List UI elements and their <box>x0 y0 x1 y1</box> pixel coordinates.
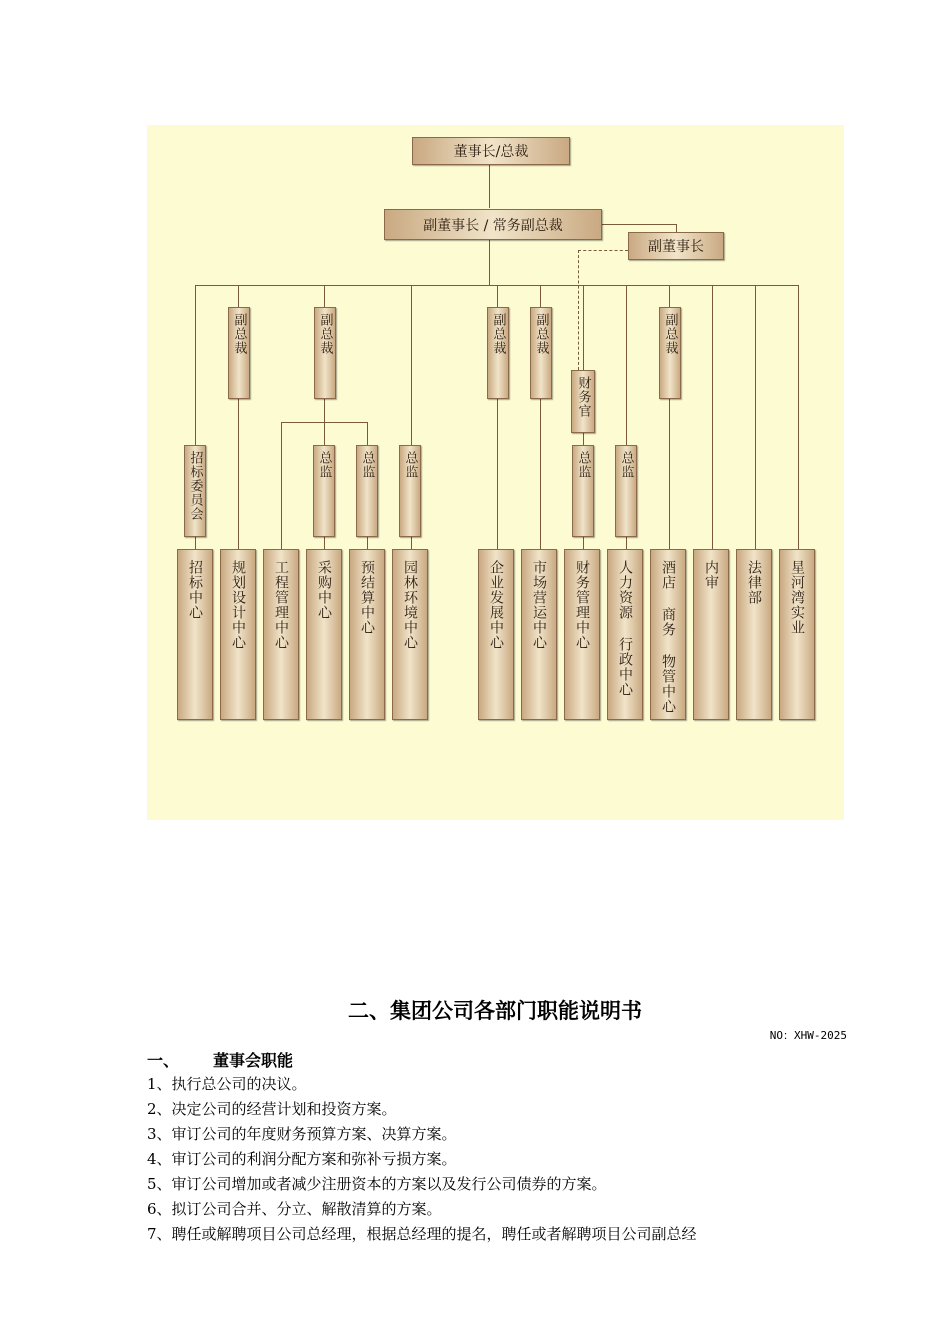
list-item: 4、审订公司的利润分配方案和弥补亏损方案。 <box>147 1150 457 1168</box>
connector-line <box>602 224 677 225</box>
list-item: 6、拟订公司合并、分立、解散清算的方案。 <box>147 1200 442 1218</box>
org-box-director: 总监 <box>572 445 594 537</box>
org-box-finance-officer: 财务官 <box>571 370 595 433</box>
dept-box: 园林环境中心 <box>392 549 428 720</box>
org-box-bidding-committee: 招标委员会 <box>184 445 206 537</box>
dept-box: 法律部 <box>736 549 772 720</box>
list-item: 1、执行总公司的决议。 <box>147 1075 307 1093</box>
org-box-vice-president: 副总裁 <box>487 307 509 399</box>
dashed-connector <box>578 250 579 370</box>
list-item: 3、审订公司的年度财务预算方案、决算方案。 <box>147 1125 457 1143</box>
org-box-director: 总监 <box>615 445 637 537</box>
dept-box: 市场营运中心 <box>521 549 557 720</box>
org-box-director: 总监 <box>399 445 421 537</box>
dept-box: 采购中心 <box>306 549 342 720</box>
org-box-vice-president: 副总裁 <box>659 307 681 399</box>
org-chart <box>147 125 844 820</box>
org-box-vice-chairman-executive: 副董事长 / 常务副总裁 <box>384 209 602 240</box>
list-item: 2、决定公司的经营计划和投资方案。 <box>147 1100 397 1118</box>
connector-line <box>489 164 490 208</box>
list-item: 5、审订公司增加或者减少注册资本的方案以及发行公司债券的方案。 <box>147 1175 607 1193</box>
org-box-director: 总监 <box>356 445 378 537</box>
section-number: 一、 <box>147 1051 180 1070</box>
org-box-vice-president: 副总裁 <box>530 307 552 399</box>
dashed-connector <box>578 250 628 251</box>
org-box-director: 总监 <box>313 445 335 537</box>
dept-box: 人力资源 行政中心 <box>607 549 643 720</box>
connector-line <box>489 240 490 285</box>
dept-box: 企业发展中心 <box>478 549 514 720</box>
dept-box: 内审 <box>693 549 729 720</box>
list-item: 7、聘任或解聘项目公司总经理，根据总经理的提名，聘任或者解聘项目公司副总经 <box>147 1225 697 1243</box>
org-box-vice-president: 副总裁 <box>228 307 250 399</box>
org-box-chairman: 董事长/总裁 <box>412 137 570 165</box>
section-title: 董事会职能 <box>213 1051 294 1070</box>
dept-box: 招标中心 <box>177 549 213 720</box>
org-box-vice-chairman: 副董事长 <box>628 232 724 260</box>
document-number: NO：XHW-2025 <box>769 1029 847 1042</box>
dept-box: 财务管理中心 <box>564 549 600 720</box>
dept-box: 酒店 商务 物管中心 <box>650 549 686 720</box>
dept-box: 工程管理中心 <box>263 549 299 720</box>
dept-box: 预结算中心 <box>349 549 385 720</box>
dept-box: 星河湾实业 <box>779 549 815 720</box>
document-title: 二、集团公司各部门职能说明书 <box>348 999 642 1023</box>
org-box-vice-president: 副总裁 <box>314 307 336 399</box>
dept-box: 规划设计中心 <box>220 549 256 720</box>
